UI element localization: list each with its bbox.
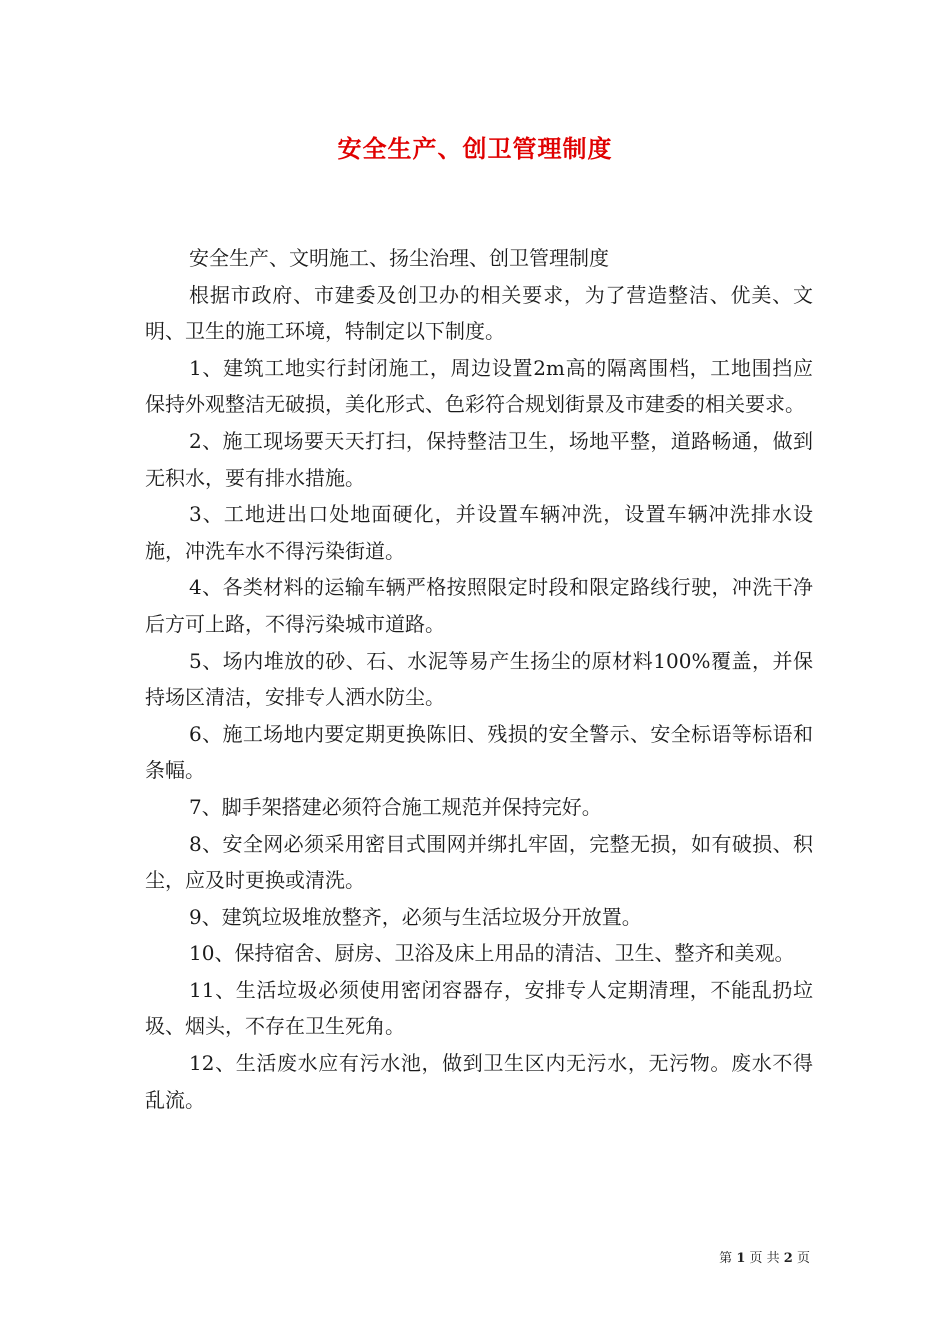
rule-item-2: 2、施工现场要天天打扫，保持整洁卫生，场地平整，道路畅通，做到无积水，要有排水措施。	[145, 428, 813, 490]
rule-item-3: 3、工地进出口处地面硬化，并设置车辆冲洗，设置车辆冲洗排水设施，冲洗车水不得污染街道。	[145, 502, 813, 563]
rule-item-6: 6、施工场地内要定期更换陈旧、残损的安全警示、安全标语等标语和条幅。	[145, 721, 813, 783]
footer-middle: 页 共	[749, 1251, 780, 1266]
footer-suffix: 页	[796, 1251, 810, 1266]
rule-item-4: 4、各类材料的运输车辆严格按照限定时段和限定路线行驶，冲洗干净后方可上路，不得污染城市道路。	[145, 575, 813, 636]
footer-prefix: 第	[719, 1251, 733, 1266]
page-number-footer	[650, 1247, 810, 1266]
rule-item-1: 1、建筑工地实行封闭施工，周边设置2m高的隔离围档，工地围挡应保持外观整洁无破损，美化形式、色彩符合规划街景及市建委的相关要求。	[145, 355, 813, 417]
document-body	[145, 240, 813, 1118]
rule-item-11: 11、生活垃圾必须使用密闭容器存，安排专人定期清理，不能乱扔垃圾、烟头，不存在卫生死角。	[145, 977, 813, 1039]
rule-item-7: 7、脚手架搭建必须符合施工规范并保持完好。	[189, 794, 602, 819]
document-subtitle: 安全生产、文明施工、扬尘治理、创卫管理制度	[189, 246, 609, 270]
rule-item-9: 9、建筑垃圾堆放整齐，必须与生活垃圾分开放置。	[189, 904, 642, 929]
rule-item-10: 10、保持宿舍、厨房、卫浴及床上用品的清洁、卫生、整齐和美观。	[189, 941, 795, 966]
document-title: 安全生产、创卫管理制度	[337, 134, 613, 163]
intro-paragraph: 根据市政府、市建委及创卫办的相关要求，为了营造整洁、优美、文明、卫生的施工环境，特制定以下制度。	[145, 282, 813, 344]
rule-item-12: 12、生活废水应有污水池，做到卫生区内无污水，无污物。废水不得乱流。	[145, 1051, 813, 1112]
rule-item-5: 5、场内堆放的砂、石、水泥等易产生扬尘的原材料100%覆盖，并保持场区清洁，安排专人洒水防尘。	[145, 648, 813, 710]
footer-total-pages: 2	[783, 1251, 793, 1266]
rule-item-8: 8、安全网必须采用密目式围网并绑扎牢固，完整无损，如有破损、积尘，应及时更换或清洗。	[145, 831, 813, 893]
footer-current-page: 1	[736, 1251, 746, 1266]
